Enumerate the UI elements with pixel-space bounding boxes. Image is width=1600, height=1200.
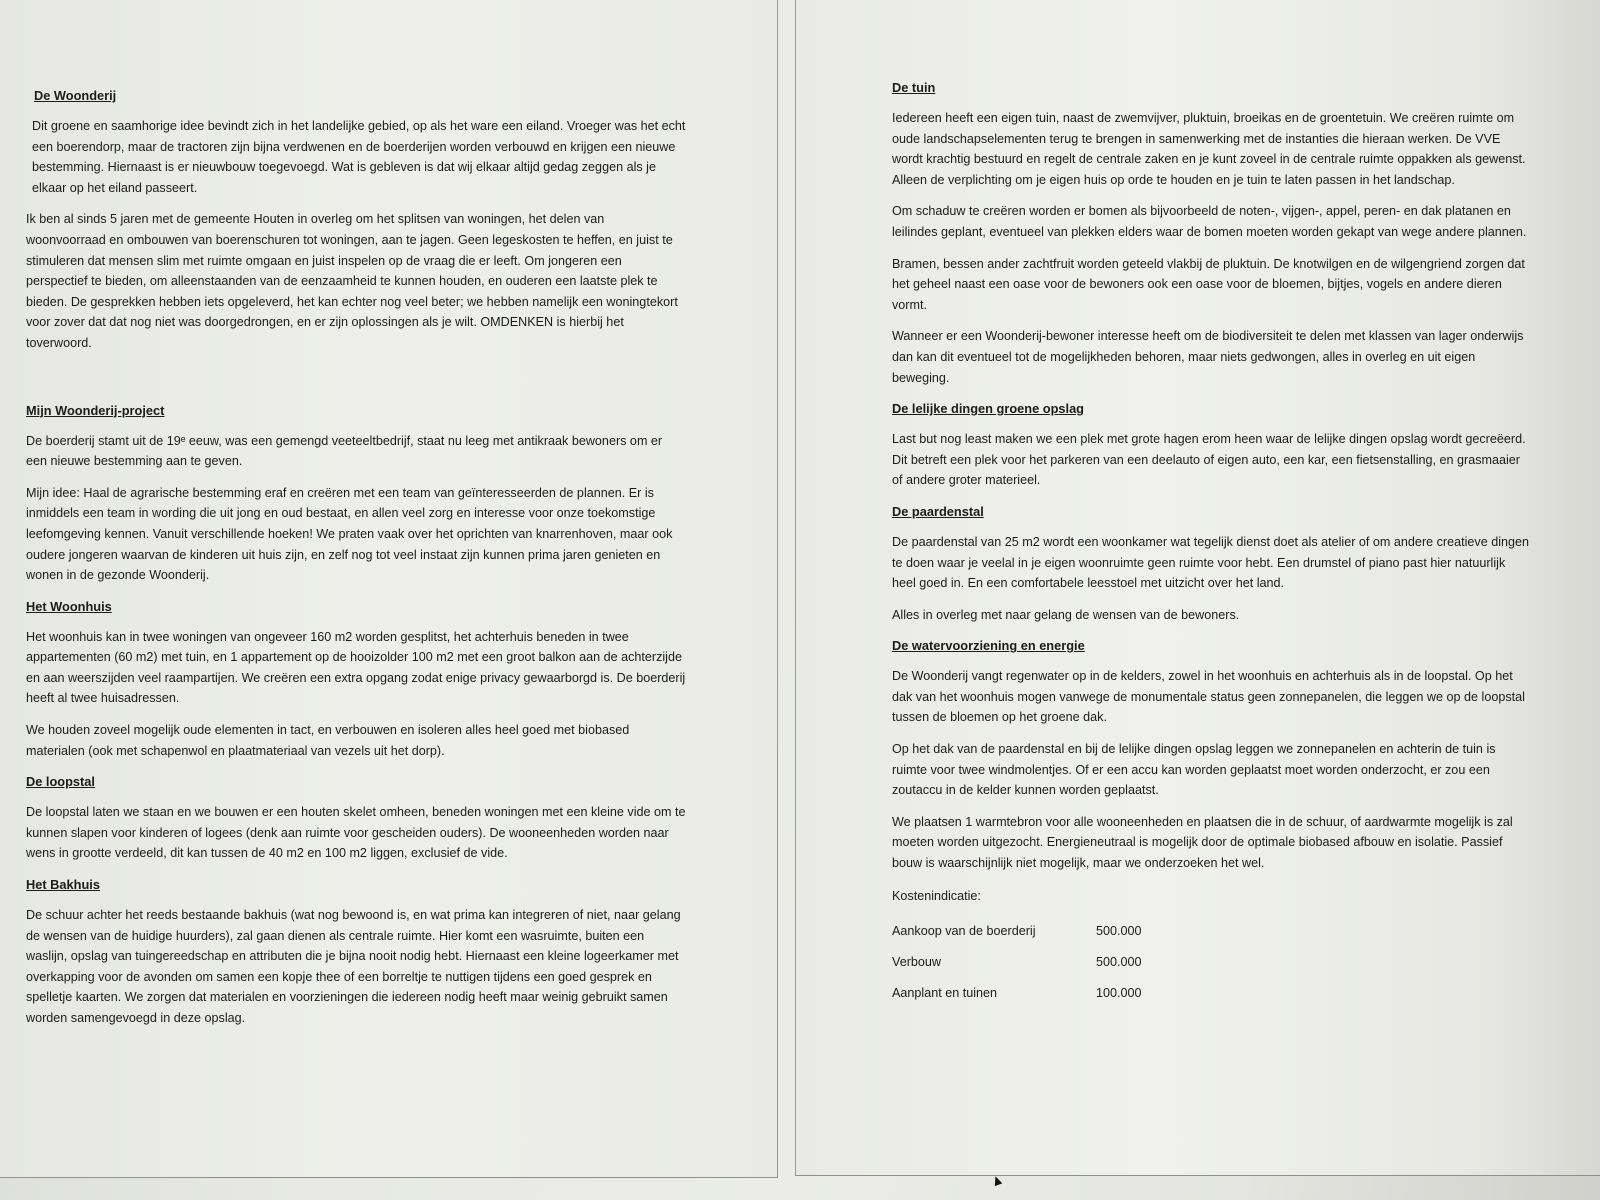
paragraph[interactable]: De boerderij stamt uit de 19ᵉ eeuw, was een gemengd veeteeltbedrijf, staat nu leeg met antikraak bewoners om er een nieuwe bestemming aan te geven.	[26, 433, 663, 469]
heading-de-loopstal: De loopstal	[26, 774, 95, 790]
cost-row	[892, 916, 1532, 947]
heading-het-woonhuis: Het Woonhuis	[26, 598, 112, 614]
paragraph[interactable]: De Woonderij vangt regenwater op in de kelders, zowel in het woonhuis en achterhuis als in de loopstal. Op het dak van het woonhuis mogen vanwege de monumentale status geen zonnepanelen, die leggen we op de loopstal tussen de bloemen op het groene dak.	[892, 669, 1525, 725]
mouse-pointer-icon	[992, 1175, 1003, 1186]
document-page-right[interactable]	[795, 0, 1600, 1176]
paragraph[interactable]: Alles in overleg met naar gelang de wensen van de bewoners.	[892, 607, 1240, 622]
heading-de-paardenstal: De paardenstal	[892, 503, 984, 519]
paragraph[interactable]: Ik ben al sinds 5 jaren met de gemeente Houten in overleg om het splitsen van woningen, het delen van woonvoorraad en ombouwen van boerenschuren tot woningen, aan te jagen. Geen legeskosten te heffen, en juist te stimuleren dat mensen slim met ruimte omgaan en juist inspelen op de vraag die er leeft. Om jongeren een perspectief te bieden, om alleenstaanden van de eenzaamheid te kunnen houden, en ouderen een laatste plek te bieden. De gesprekken hebben iets opgeleverd, het kan echter nog veel beter; we hebben namelijk een woningtekort voor zover dat dat nog niet was doorgedrongen, en er zijn oplossingen als je wilt. OMDENKEN is hierbij het toverwoord.	[26, 212, 678, 350]
cost-indication-title: Kostenindicatie:	[892, 888, 981, 903]
paragraph[interactable]: De schuur achter het reeds bestaande bakhuis (wat nog bewoond is, en wat prima kan integreren of niet, naar gelang de wensen van de huidige huurders), zal gaan dienen als centrale ruimte. Hier komt een wasruimte, buiten een waslijn, opslag van tuingereedschap en attributen die je bijna nooit nodig hebt. Hiernaast een kleine logeerkamer met overkapping voor de avonden om samen een kopje thee of een borreltje te nuttigen tijdens een goed gesprek en spelletje kaarten. We zorgen dat materialen en voorzieningen die iedereen nodig heeft maar weinig gebruikt samen worden samengevoegd in deze opslag.	[26, 908, 681, 1025]
paragraph[interactable]: Wanneer er een Woonderij-bewoner interesse heeft om de biodiversiteit te delen met klassen van lager onderwijs dan kan dit eventueel tot de mogelijkheden behoren, maar niets gedwongen, alles in overleg en uit eigen beweging.	[892, 329, 1524, 385]
paragraph[interactable]: We houden zoveel mogelijk oude elementen in tact, en verbouwen en isoleren alles heel goed met biobased materialen (ook met schapenwol en plaatmateriaal van vezels uit het dorp).	[26, 723, 630, 758]
heading-lelijke-dingen-opslag: De lelijke dingen groene opslag	[892, 401, 1084, 417]
page-content	[26, 86, 686, 1040]
cost-value: 500.000	[1096, 955, 1142, 970]
heading-watervoorziening-energie: De watervoorziening en energie	[892, 638, 1085, 654]
document-page-left[interactable]	[0, 0, 778, 1178]
cost-value: 100.000	[1096, 986, 1142, 1001]
cost-label: Verbouw	[892, 955, 942, 970]
page-content	[892, 78, 1532, 1009]
paragraph[interactable]: Last but nog least maken we een plek met grote hagen erom heen waar de lelijke dingen opslag wordt gecreëerd. Dit betreft een plek voor het parkeren van een deelauto of eigen auto, een kar, een fietsenstalling, en grasmaaier of andere groter materieel.	[892, 432, 1526, 488]
paragraph[interactable]: Mijn idee: Haal de agrarische bestemming eraf en creëren met een team van geïnteresseerden de plannen. Er is inmiddels een team in wording die uit jong en oud bestaat, en allen veel zorg en interesse voor onze toekomstige leefomgeving kennen. Vanuit verschillende hoeken! We praten vaak over het oprichten van knarrenhoven, maar ook oudere jongeren waarvan de kinderen uit huis zijn, en zelf nog tot veel instaat zijn kunnen prima jaren genieten en wonen in de gezonde Woonderij.	[26, 485, 673, 583]
cost-label: Aanplant en tuinen	[892, 986, 998, 1001]
cost-label: Aankoop van de boerderij	[892, 924, 1036, 939]
cost-row	[892, 978, 1532, 1009]
paragraph[interactable]: Het woonhuis kan in twee woningen van ongeveer 160 m2 worden gesplitst, het achterhuis beneden in twee appartementen (60 m2) met tuin, en 1 appartement op de hooizolder 100 m2 met een groot balkon aan de achterzijde en aan weerszijden veel raampartijen. We creëren een extra opgang zodat enige privacy gewaarborgd is. De boerderij heeft al twee huisadressen.	[26, 629, 686, 706]
paragraph[interactable]: Bramen, bessen ander zachtfruit worden geteeld vlakbij de pluktuin. De knotwilgen en de wilgengriend zorgen dat het geheel naast een oase voor de bewoners ook een oase voor de bloemen, bijtjes, vogels en andere dieren vormt.	[892, 256, 1525, 312]
paragraph[interactable]: De paardenstal van 25 m2 wordt een woonkamer wat tegelijk dienst doet als atelier of om andere creatieve dingen te doen waar je veelal in je eigen woonruimte geen ruimte voor hebt. Een drumstel of piano past hier natuurlijk heel goed in. En een comfortabele leesstoel met uitzicht over het land.	[892, 534, 1530, 591]
heading-het-bakhuis: Het Bakhuis	[26, 877, 100, 893]
paragraph[interactable]: Dit groene en saamhorige idee bevindt zich in het landelijke gebied, op als het ware een eiland. Vroeger was het echt een boerendorp, maar de tractoren zijn bijna verdwenen en de boerderijen worden verbouwd en krijgen een nieuwe bestemming. Hiernaast is er nieuwbouw toegevoegd. Wat is gebleven is dat wij elkaar altijd gedag zeggen als je elkaar op het eiland passeert.	[32, 119, 686, 195]
paragraph[interactable]: De loopstal laten we staan en we bouwen er een houten skelet omheen, beneden woningen met een kleine vide om te kunnen slapen voor kinderen of logees (denk aan ruimte voor gescheiden ouders). De wooneenheden worden naar wens in grootte verdeeld, dit kan tussen de 40 m2 en 100 m2 liggen, exclusief de vide.	[26, 805, 686, 861]
paragraph[interactable]: Op het dak van de paardenstal en bij de lelijke dingen opslag leggen we zonnepanelen en achterin de tuin is ruimte voor twee windmolentjes. Of er een accu kan worden geplaatst moet worden onderzocht, er zou een zoutaccu in de kelder kunnen worden geplaatst.	[892, 742, 1496, 798]
paragraph[interactable]: We plaatsen 1 warmtebron voor alle wooneenheden en plaatsen die in de schuur, of aardwarmte mogelijk is zal moeten worden uitgezocht. Energieneutraal is mogelijk door de optimale biobased afbouw en isolatie. Passief bouw is waarschijnlijk niet mogelijk, maar we onderzoeken het wel.	[892, 814, 1513, 871]
paragraph[interactable]: Iedereen heeft een eigen tuin, naast de zwemvijver, pluktuin, broeikas en de groentetuin. We creëren ruimte om oude landschapselementen terug te brengen in samenwerking met de instanties die hieraan werken. De VVE wordt krachtig bestuurd en regelt de centrale zaken en je kunt zoveel in de centrale ruimte oppakken als gewenst. Alleen de verplichting om je eigen huis op orde te houden en je tuin te laten passen in het landschap.	[892, 111, 1526, 187]
paragraph[interactable]: Om schaduw te creëren worden er bomen als bijvoorbeeld de noten-, vijgen-, appel, peren- en dak platanen en leilindes geplant, eventueel van plekken elders waar de bomen moeten worden gekapt van wege andere plannen.	[892, 204, 1527, 239]
cost-row	[892, 947, 1532, 978]
heading-mijn-woonderij-project: Mijn Woonderij-project	[26, 402, 165, 418]
heading-de-woonderij: De Woonderij	[34, 88, 117, 103]
cost-value: 500.000	[1096, 924, 1142, 939]
spacer	[26, 365, 686, 401]
heading-de-tuin: De tuin	[892, 80, 936, 95]
